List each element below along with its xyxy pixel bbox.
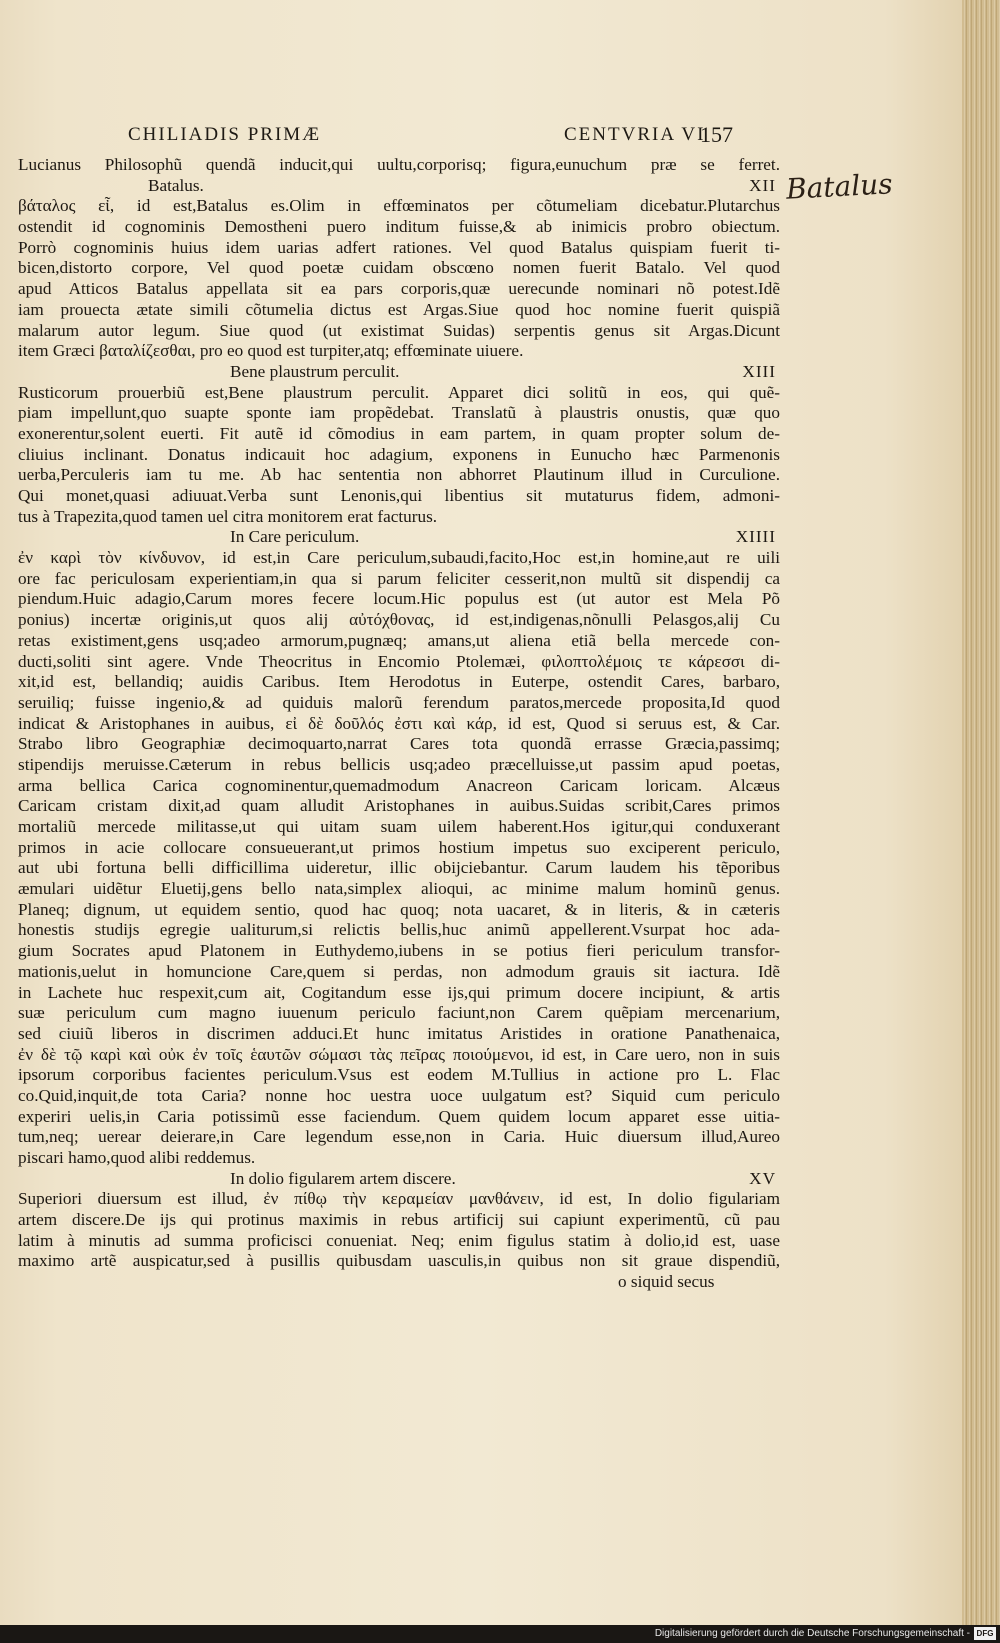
text-line: co.Quid,inquit,de tota Caria? nonne hoc uestra uoce uulgatum est? Siquid cum periculo: [18, 1085, 780, 1105]
running-header: [0, 118, 780, 154]
text-line: Porrò cognominis huius idem uarias adfert rationes. Vel quod Batalus quispiam fuerit ti-: [18, 237, 780, 257]
text-line: latim à minutis ad summa proficisci conueniat. Neq; enim figulus statim à dolio,id est, uase: [18, 1230, 780, 1250]
text-line: primos in acie collocare consueuerant,ut primos hostium impetus suo exciperent periculo,: [18, 837, 780, 857]
text-line: xit,id est, bellandiq; auidis Caribus. Item Herodotus in Euterpe, ostendit Cares, barbaro,: [18, 672, 780, 692]
text-line: apud Atticos Batalus appellata sit ea pars corporis,quæ uerecunde nominari nõ potest.Idẽ: [18, 279, 780, 299]
text-line: maximo artẽ auspicatur,sed à pusillis quibusdam uasculis,in quibus non sit graue dispendiũ,: [18, 1251, 780, 1271]
text-line: aut ubi fortuna belli difficillima uideretur, illic obijciebantur. Carum laudem his tẽporibus: [18, 858, 780, 878]
text-line: Lucianus Philosophũ quendã inducit,qui uultu,corporisq; figura,eunuchum præ se ferret.: [18, 155, 780, 174]
text-line: piendum.Huic adagio,Carum mores fecere locum.Hic populus est (ut autor est Mela Põ: [18, 589, 780, 609]
text-line: ducti,soliti sint agere. Vnde Theocritus in Encomio Ptolemæi, φιλοπτολέμοις τε κάρεσσι di-: [18, 651, 780, 671]
text-line: ἐν δὲ τῷ καρὶ καὶ οὐκ ἐν τοῖς ἑαυτῶν σώμασι τὰς πεῖρας ποιούμενοι, id est, in Care uero, non in suis: [18, 1044, 780, 1064]
text-line: item Græci βαταλίζεσθαι, pro eo quod est turpiter,atq; effœminate uiuere.: [18, 341, 524, 361]
text-line: ἐν καρὶ τὸν κίνδυνον, id est,in Care periculum,subaudi,facito,Hoc est,in homine,aut re uili: [18, 548, 780, 568]
heading-title: In dolio figularem artem discere.: [230, 1168, 456, 1188]
text-line: exonerentur,solent euerti. Fit autẽ id cõmodius in eam partem, in quam propter solum de-: [18, 423, 780, 443]
section-heading: [18, 527, 780, 548]
text-line: artem discere.De ijs qui protinus maximis in rebus artificij sui capiunt experimentũ, cũ pau: [18, 1210, 780, 1230]
text-line: malarum autor legum. Siue quod (ut existimat Suidas) serpentis genus sit Argas.Dicunt: [18, 320, 780, 340]
text-line: retas existiment,gens usq;adeo armorum,pugnæq; amans,ut aliena etiã bella mercede con-: [18, 630, 780, 650]
book-page-edges: [958, 0, 1000, 1625]
text-line: æmulari uidẽtur Eluetij,gens bello nata,simplex alioqui, ac minime malum hominũ genus.: [18, 879, 780, 899]
dfg-logo: DFG: [974, 1627, 996, 1640]
text-line: honestis studijs egregie ualiturum,si relictis bellis,huc animũ appellerent.Vsurpat hoc ada-: [18, 920, 780, 940]
text-line: βάταλος εἶ, id est,Batalus es.Olim in effœminatos per cõtumeliam dicebatur.Plutarchus: [18, 196, 780, 216]
text-line: iam prouecta ætate simili cõtumelia dictus est Argas.Siue quod hoc nomine fuerit quispiã: [18, 299, 780, 319]
digitization-credit: Digitalisierung gefördert durch die Deutsche Forschungsgemeinschaft -: [654, 1628, 970, 1639]
adage-number: XII: [749, 175, 776, 195]
text-line: Planeq; dignum, ut equidem sentio, quod hac quoq; nota uacaret, & in literis, & in cæteris: [18, 899, 780, 919]
heading-title: In Care periculum.: [230, 527, 360, 547]
heading-title: Batalus.: [148, 175, 204, 195]
text-line: sed ciuiũ liberos in discrimen adduci.Et hunc imitatus Aristides in oratione Panathenaica,: [18, 1023, 780, 1043]
text-line: tus à Trapezita,quod tamen uel citra monitorem erat facturus.: [18, 506, 438, 526]
section-heading: [18, 176, 780, 197]
running-title: CHILIADIS PRIMÆ: [128, 124, 322, 145]
section-heading: [18, 1169, 780, 1190]
text-line: arma bellica Carica cognominentur,quemadmodum Anacreon Caricam loricam. Alcæus: [18, 775, 780, 795]
centuria-label: CENTVRIA VI: [564, 124, 706, 145]
text-line: stipendijs meruisse.Cæterum in rebus bellicis usq;adeo præcelluisse,ut passim apud poetas,: [18, 754, 780, 774]
text-line: Qui monet,quasi adiuuat.Verba sunt Lenonis,qui libentius sit mutaturus fidem, admoni-: [18, 486, 780, 505]
text-line: experiri uelis,in Caria potissimũ esse faciendum. Quem quidem locum apparet esse uitia-: [18, 1106, 780, 1126]
heading-title: o siquid secus: [618, 1272, 715, 1292]
text-line: Caricam cristam dixit,ad quam alludit Aristophanes in auibus.Suidas scribit,Cares primos: [18, 796, 780, 816]
adage-number: XIIII: [735, 527, 776, 547]
heading-title: Bene plaustrum perculit.: [230, 361, 400, 381]
adage-number: XIII: [742, 361, 776, 381]
text-line: Rusticorum prouerbiũ est,Bene plaustrum perculit. Apparet dici solitũ in eos, qui quẽ-: [18, 382, 780, 402]
text-line: Superiori diuersum est illud, ἐν πίθῳ τὴν κεραμείαν μανθάνειν, id est, In dolio figulariam: [18, 1189, 780, 1209]
handwritten-margin-note: Batalus: [785, 167, 894, 206]
text-line: ipsorum corporibus facientes periculum.Vsus est eodem M.Tullius in actione pro L. Flac: [18, 1065, 780, 1085]
text-line: piscari hamo,quod alibi reddemus.: [18, 1148, 256, 1167]
text-line: bicen,distorto corpore, Vel quod poetæ cuidam obscœno nomen fuerit Batalo. Vel quod: [18, 258, 780, 278]
text-line: suæ periculum cum magno iuuenum periculo faciunt,non Carem quẽpiam mercenarium,: [18, 1003, 780, 1023]
text-line: cliuius inclinant. Donatus indicauit hoc adagium, exponens in Eunucho hæc Parmenonis: [18, 444, 780, 464]
section-heading: [18, 362, 780, 383]
adage-number: XV: [749, 1168, 776, 1188]
text-line: uerba,Perculeris iam tu me. Ab hac sententia non abhorret Plautinum illud in Curculione.: [18, 465, 780, 485]
text-line: Strabo libro Geographiæ decimoquarto,narrat Cares tota quondã errasse Græcia,passimq;: [18, 734, 780, 754]
text-line: seruiliq; fuisse ingenio,& ad quiduis malorũ ferendum paratos,mercede proposita,Id quod: [18, 692, 780, 712]
text-line: ore fac periculosam experientiam,in qua si parum feliciter cesserit,non multũ sit dispendij ca: [18, 568, 780, 588]
text-line: in Lachete huc respexit,cum ait, Cogitandum esse ijs,qui primum docere incipiunt, & artis: [18, 982, 780, 1002]
text-line: gium Socrates apud Platonem in Euthydemo,iubens in se potius fieri periculum transfor-: [18, 941, 780, 961]
text-line: ponius) incertæ originis,ut quos alij αὐτόχθονας, id est,indigenas,nõnulli Pelasgos,alij Cu: [18, 610, 780, 630]
text-line: mationis,uelut in homuncione Care,quem si perdas, non admodum grauis sit iactura. Idẽ: [18, 961, 780, 981]
text-line: piam impellunt,quo suapte sponte iam propẽdebat. Translatũ à plaustris onustis, quæ quo: [18, 403, 780, 423]
page-number: 157: [700, 122, 733, 147]
text-line: indicat & Aristophanes in auibus, εἰ δὲ δοῦλός ἐστι καὶ κάρ, id est, Quod si seruus est, & Car.: [18, 713, 780, 733]
section-heading: [18, 1272, 780, 1293]
text-line: mortaliũ mercede militasse,ut qui uitam suam uilem haberent.Hos igitur,qui conduxerant: [18, 817, 780, 836]
text-line: tum,neq; uerear deierare,in Care legendum esse,non in Caria. Huic diuersum illud,Aureo: [18, 1127, 780, 1147]
text-line: ostendit id cognominis Demostheni puero inditum fuisse,& ab inimicis probro obiectum.: [18, 217, 780, 237]
body-text: [18, 155, 780, 1293]
